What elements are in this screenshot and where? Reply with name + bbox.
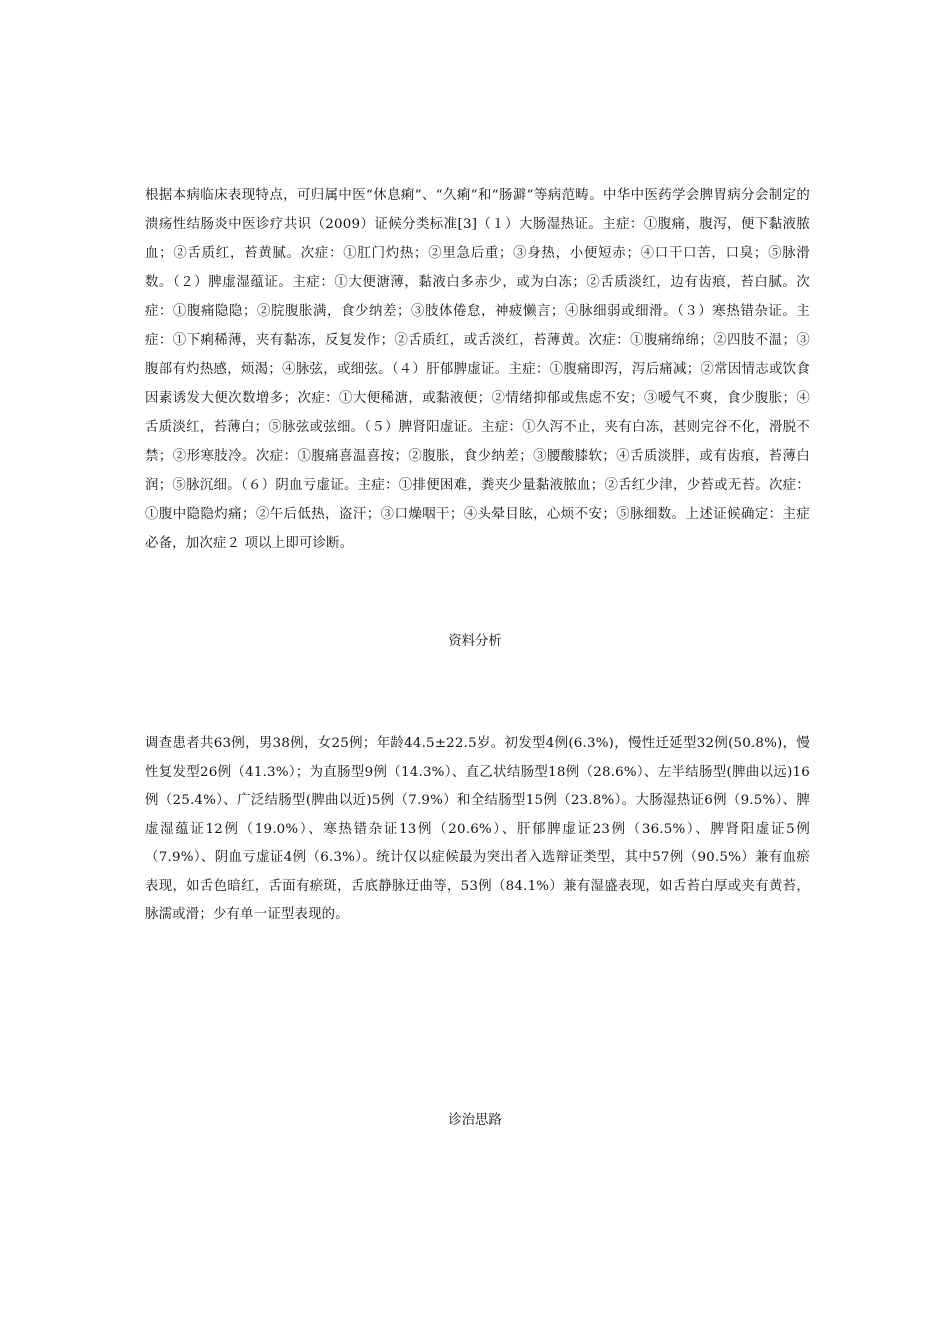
section-heading-diagnosis-treatment: 诊治思路 (448, 1113, 502, 1128)
paragraph-data-analysis: 调查患者共63例，男38例，女25例；年龄44.5±22.5岁。初发型4例(6.3%)，慢性迁延型32例(50.8%)，慢性复发型26例（41.3%）；为直肠型9例（14.3%）、直乙状结肠型18例（28.6%）、左半结肠型(脾曲以远)16例（25.4%）、广泛结肠型(脾曲以近)5例（7.9%）和全结肠型15例（23.8%）。大肠湿热证6例（9.5%）、脾虚湿蕴证12例（19.0%）、寒热错杂证13例（20.6%）、肝郁脾虚证23例（36.5%）、脾肾阳虚证5例（7.9%）、阴血亏虚证4例（6.3%）。统计仅以症候最为突出者入选辩证类型，其中57例（90.5%）兼有血瘀表现，如舌色暗红，舌面有瘀斑，舌底静脉迂曲等，53例（84.1%）兼有湿盛表现，如舌苔白厚或夹有黄苔，脉濡或滑；少有单一证型表现的。 (145, 736, 810, 922)
paragraph-syndrome-classification: 根据本病临床表现特点，可归属中医“休息痢”、“久痢”和“肠澼”等病范畴。中华中医药学会脾胃病分会制定的溃疡性结肠炎中医诊疗共识（2009）证候分类标准[3]（１）大肠湿热证。主症：①腹痛，腹泻，便下黏液脓血；②舌质红，苔黄腻。次症：①肛门灼热；②里急后重；③身热，小便短赤；④口干口苦，口臭；⑤脉滑数。（２）脾虚湿蕴证。主症：①大便溏薄，黏液白多赤少，或为白冻；②舌质淡红，边有齿痕，苔白腻。次症：①腹痛隐隐；②脘腹胀满，食少纳差；③肢体倦怠，神疲懒言；④脉细弱或细滑。（３）寒热错杂证。主症：①下痢稀薄，夹有黏冻，反复发作；②舌质红，或舌淡红，苔薄黄。次症：①腹痛绵绵；②四肢不温；③腹部有灼热感，烦渴；④脉弦，或细弦。（４）肝郁脾虚证。主症：①腹痛即泻，泻后痛减；②常因情志或饮食因素诱发大便次数增多；次症：①大便稀溏，或黏液便；②情绪抑郁或焦虑不安；③嗳气不爽，食少腹胀；④舌质淡红，苔薄白；⑤脉弦或弦细。（５）脾肾阳虚证。主症：①久泻不止，夹有白冻，甚则完谷不化，滑脱不禁；②形寒肢冷。次症：①腹痛喜温喜按；②腹胀，食少纳差；③腰酸膝软；④舌质淡胖，或有齿痕，苔薄白润；⑤脉沉细。（６）阴血亏虚证。主症：①排便困难，粪夹少量黏液脓血；②舌红少津，少苔或无苔。次症：①腹中隐隐灼痛；②午后低热，盗汗；③口燥咽干；④头晕目眩，心烦不安；⑤脉细数。上述证候确定：主症必备，加次症２ 项以上即可诊断。 (145, 188, 810, 551)
section-heading-data-analysis: 资料分析 (448, 634, 502, 649)
